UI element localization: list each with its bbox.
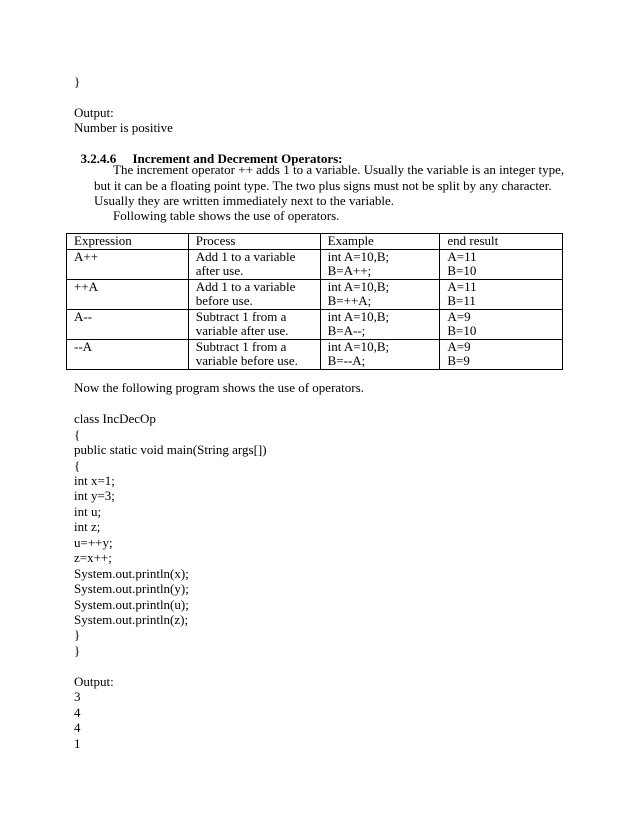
expression-cell: --A — [67, 339, 189, 369]
header-process: Process — [188, 234, 320, 250]
output-line: 3 — [74, 689, 81, 704]
example-line: int A=10,B; — [327, 338, 390, 354]
result-cell — [440, 249, 563, 279]
process-cell — [188, 279, 320, 309]
process-line: Add 1 to a variable — [195, 278, 296, 294]
process-line: variable after use. — [195, 323, 289, 338]
process-cell — [188, 309, 320, 339]
result-cell — [440, 339, 563, 369]
result-line: A=9 — [447, 308, 471, 324]
result-line: A=9 — [447, 338, 471, 354]
process-line: Subtract 1 from a — [195, 308, 287, 324]
intro-line-4: Following table shows the use of operators. — [113, 208, 340, 223]
process-cell — [188, 249, 320, 279]
process-line: Subtract 1 from a — [195, 338, 287, 354]
code-line: int y=3; — [74, 488, 115, 503]
result-line: B=10 — [447, 323, 477, 338]
closing-brace: } — [74, 74, 81, 89]
process-line: variable before use. — [195, 353, 298, 368]
code-line: System.out.println(x); — [74, 566, 189, 581]
code-line: u=++y; — [74, 535, 113, 550]
code-line: z=x++; — [74, 550, 112, 565]
example-line: B=++A; — [327, 293, 372, 308]
section-title: Increment and Decrement Operators: — [132, 151, 343, 166]
example-line: B=A++; — [327, 263, 372, 278]
intro-line-3: Usually they are written immediately next to the variable. — [94, 193, 394, 208]
code-line: int z; — [74, 519, 101, 534]
code-line: System.out.println(y); — [74, 581, 189, 596]
result-line: B=10 — [447, 263, 477, 278]
output-line: 1 — [74, 736, 81, 751]
process-cell — [188, 339, 320, 369]
example-line: B=--A; — [327, 353, 366, 368]
program-output-label: Output: — [74, 674, 114, 689]
table-row — [67, 339, 563, 369]
example-cell — [320, 309, 440, 339]
code-line: } — [74, 643, 81, 658]
table-row — [67, 279, 563, 309]
section-number: 3.2.4.6 — [80, 151, 117, 166]
code-line: int x=1; — [74, 473, 115, 488]
example-cell — [320, 279, 440, 309]
process-line: Add 1 to a variable — [195, 248, 296, 264]
result-cell — [440, 279, 563, 309]
intro-line-1: The increment operator ++ adds 1 to a variable. Usually the variable is an integer type, — [113, 162, 565, 177]
example-cell — [320, 339, 440, 369]
code-line: System.out.println(z); — [74, 612, 189, 627]
process-line: after use. — [195, 263, 244, 278]
result-cell — [440, 309, 563, 339]
code-line: } — [74, 627, 81, 642]
example-cell — [320, 249, 440, 279]
example-line: int A=10,B; — [327, 308, 390, 324]
table-row — [67, 249, 563, 279]
output-value: Number is positive — [74, 120, 173, 135]
operators-table — [66, 233, 563, 370]
result-line: B=9 — [447, 353, 470, 368]
example-line: int A=10,B; — [327, 248, 390, 264]
expression-cell: ++A — [67, 279, 189, 309]
program-intro: Now the following program shows the use of operators. — [74, 380, 364, 395]
result-line: B=11 — [447, 293, 476, 308]
output-label: Output: — [74, 105, 114, 120]
code-line: int u; — [74, 504, 102, 519]
header-expression: Expression — [67, 234, 189, 250]
output-line: 4 — [74, 720, 81, 735]
process-line: before use. — [195, 293, 253, 308]
example-line: int A=10,B; — [327, 278, 390, 294]
expression-cell: A-- — [67, 309, 189, 339]
code-line: { — [74, 427, 81, 442]
code-line: class IncDecOp — [74, 411, 156, 426]
header-end-result: end result — [440, 234, 563, 250]
code-line: { — [74, 458, 81, 473]
example-line: B=A--; — [327, 323, 366, 338]
table-row — [67, 309, 563, 339]
result-line: A=11 — [447, 248, 477, 264]
code-line: public static void main(String args[]) — [74, 442, 267, 457]
intro-line-2: but it can be a floating point type. The two plus signs must not be split by any character. — [94, 178, 552, 193]
table-header-row — [67, 234, 563, 250]
header-example: Example — [320, 234, 440, 250]
code-line: System.out.println(u); — [74, 597, 189, 612]
output-line: 4 — [74, 705, 81, 720]
expression-cell: A++ — [67, 249, 189, 279]
result-line: A=11 — [447, 278, 477, 294]
